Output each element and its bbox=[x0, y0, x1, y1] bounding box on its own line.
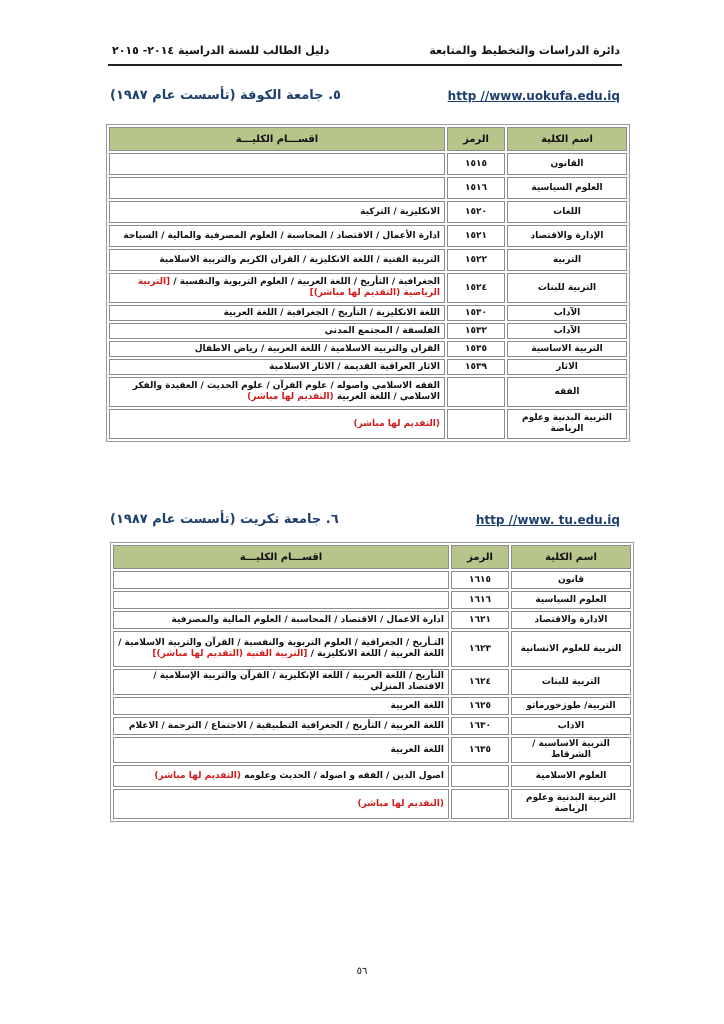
colleges-table-tikrit bbox=[110, 542, 634, 822]
table-row bbox=[109, 201, 627, 223]
table-row bbox=[109, 359, 627, 375]
college-departments: الجغرافية / التأريخ / اللغة العربية / العلوم التربوية والنفسية / [التربية الرياضية (التقديم لها مباشر)] bbox=[109, 273, 445, 303]
table-row bbox=[113, 789, 631, 819]
college-code bbox=[447, 377, 505, 407]
college-name: الآداب bbox=[507, 323, 627, 339]
college-name: التربية البدنية وعلوم الرياضة bbox=[511, 789, 631, 819]
college-departments: اللغة العربية bbox=[113, 697, 449, 715]
table-row bbox=[109, 177, 627, 199]
column-header-code: الرمز bbox=[451, 545, 509, 569]
college-code: ١٥٢١ bbox=[447, 225, 505, 247]
college-code: ١٥٣٩ bbox=[447, 359, 505, 375]
college-name: الفقه bbox=[507, 377, 627, 407]
page-header bbox=[112, 44, 620, 57]
table-header-row bbox=[113, 545, 631, 569]
college-code: ١٥٣٥ bbox=[447, 341, 505, 357]
college-name: العلوم السياسية bbox=[507, 177, 627, 199]
table-row bbox=[109, 323, 627, 339]
table-row bbox=[109, 377, 627, 407]
college-departments: الفقه الاسلامي واصوله / علوم القرآن / علوم الحديث / العقيدة والفكر الاسلامي / اللغة العربية (التقديم لها مباشر) bbox=[109, 377, 445, 407]
college-name: التربية للعلوم الانسانية bbox=[511, 631, 631, 667]
section-tikrit-heading bbox=[110, 512, 620, 527]
column-header-departments: اقســـام الكليـــة bbox=[109, 127, 445, 151]
table-row bbox=[113, 717, 631, 735]
table-row bbox=[109, 305, 627, 321]
column-header-college-name: اسم الكلية bbox=[511, 545, 631, 569]
college-name: القانون bbox=[507, 153, 627, 175]
college-name: اللغات bbox=[507, 201, 627, 223]
table-row bbox=[113, 669, 631, 695]
table-row bbox=[109, 409, 627, 439]
table-row bbox=[109, 153, 627, 175]
table-row bbox=[109, 341, 627, 357]
university-url[interactable]: http //www.uokufa.edu.iq bbox=[447, 88, 620, 103]
header-divider bbox=[108, 64, 622, 66]
table-row bbox=[113, 571, 631, 589]
college-name: التربية البدنية وعلوم الرياضة bbox=[507, 409, 627, 439]
college-code: ١٥٣٠ bbox=[447, 305, 505, 321]
header-department: دائرة الدراسات والتخطيط والمتابعة bbox=[429, 44, 620, 57]
college-name: العلوم السياسية bbox=[511, 591, 631, 609]
college-code: ١٥٣٢ bbox=[447, 323, 505, 339]
college-departments: القران والتربية الاسلامية / اللغة العربية / رياض الاطفال bbox=[109, 341, 445, 357]
column-header-code: الرمز bbox=[447, 127, 505, 151]
college-code: ١٦٣٠ bbox=[451, 717, 509, 735]
table-header-row bbox=[109, 127, 627, 151]
university-title: ٦. جامعة تكريت (تأسست عام ١٩٨٧) bbox=[110, 512, 339, 527]
college-departments: اصول الدين / الفقه و اصوله / الحديث وعلومه (التقديم لها مباشر) bbox=[113, 765, 449, 787]
college-code: ١٥١٦ bbox=[447, 177, 505, 199]
college-code: ١٦١٥ bbox=[451, 571, 509, 589]
table-row bbox=[113, 697, 631, 715]
college-code: ١٥٢٢ bbox=[447, 249, 505, 271]
college-departments bbox=[109, 153, 445, 175]
table-row bbox=[113, 765, 631, 787]
college-name: التربية للبنات bbox=[511, 669, 631, 695]
college-code: ١٦٢٤ bbox=[451, 669, 509, 695]
college-name: الاداب bbox=[511, 717, 631, 735]
table-row bbox=[109, 249, 627, 271]
column-header-college-name: اسم الكلية bbox=[507, 127, 627, 151]
college-departments: الانكليزية / التركية bbox=[109, 201, 445, 223]
header-guide-title: دليل الطالب للسنة الدراسية ٢٠١٤- ٢٠١٥ bbox=[112, 44, 330, 57]
college-departments: (التقديم لها مباشر) bbox=[113, 789, 449, 819]
college-departments bbox=[113, 571, 449, 589]
college-departments: اللغة الانكليزية / التأريخ / الجغرافية / اللغة العربية bbox=[109, 305, 445, 321]
college-departments: الاثار العراقية القديمة / الاثار الاسلامية bbox=[109, 359, 445, 375]
college-code bbox=[451, 789, 509, 819]
college-name: الاثار bbox=[507, 359, 627, 375]
college-code: ١٦٢٥ bbox=[451, 697, 509, 715]
college-code: ١٦٣٥ bbox=[451, 737, 509, 763]
college-departments bbox=[109, 177, 445, 199]
college-departments: اللغة العربية / التأريخ / الجغرافية التطبيقية / الاجتماع / الترجمة / الاعلام bbox=[113, 717, 449, 735]
college-code: ١٦٢١ bbox=[451, 611, 509, 629]
college-code: ١٥١٥ bbox=[447, 153, 505, 175]
college-name: التربية الاساسية bbox=[507, 341, 627, 357]
colleges-table-kufa bbox=[106, 124, 630, 442]
college-departments: ادارة الأعمال / الاقتصاد / المحاسبة / العلوم المصرفية والمالية / السياحة bbox=[109, 225, 445, 247]
college-departments: التأريخ / اللغة العربية / اللغة الإنكليزية / القرآن والتربية الإسلامية / الاقتصاد المنزلي bbox=[113, 669, 449, 695]
college-name: الإدارة والاقتصاد bbox=[507, 225, 627, 247]
college-departments: التربية الفنية / اللغة الانكليزية / القران الكريم والتربية الاسلامية bbox=[109, 249, 445, 271]
page-number: ٥٦ bbox=[356, 966, 368, 977]
college-code bbox=[447, 409, 505, 439]
university-url[interactable]: http //www. tu.edu.iq bbox=[475, 512, 620, 527]
college-departments: (التقديم لها مباشر) bbox=[109, 409, 445, 439]
college-name: قانون bbox=[511, 571, 631, 589]
college-code bbox=[451, 765, 509, 787]
college-code: ١٥٢٠ bbox=[447, 201, 505, 223]
table-row bbox=[113, 631, 631, 667]
table-row bbox=[113, 591, 631, 609]
college-departments: ادارة الاعمال / الاقتصاد / المحاسبة / العلوم المالية والمصرفية bbox=[113, 611, 449, 629]
college-name: التربية bbox=[507, 249, 627, 271]
university-title: ٥. جامعة الكوفة (تأسست عام ١٩٨٧) bbox=[110, 88, 341, 103]
college-name: الآداب bbox=[507, 305, 627, 321]
column-header-departments: اقســـام الكليـــة bbox=[113, 545, 449, 569]
college-name: الادارة والاقتصاد bbox=[511, 611, 631, 629]
college-departments bbox=[113, 591, 449, 609]
college-name: التربية للبنات bbox=[507, 273, 627, 303]
college-name: التربية الاساسية / الشرقاط bbox=[511, 737, 631, 763]
college-departments: اللغة العربية bbox=[113, 737, 449, 763]
table-row bbox=[113, 737, 631, 763]
college-name: التربية/ طوزخورماتو bbox=[511, 697, 631, 715]
college-code: ١٦٢٣ bbox=[451, 631, 509, 667]
college-code: ١٦١٦ bbox=[451, 591, 509, 609]
college-name: العلوم الاسلامية bbox=[511, 765, 631, 787]
table-row bbox=[113, 611, 631, 629]
table-row bbox=[109, 225, 627, 247]
college-code: ١٥٢٤ bbox=[447, 273, 505, 303]
table-row bbox=[109, 273, 627, 303]
college-departments: التـأريخ / الجغرافية / العلوم التربوية والنفسية / القرآن والتربية الاسلامية / اللغة العربية / اللغة الانكليزية / [التربية الفنية (التقديم لها مباشر)] bbox=[113, 631, 449, 667]
college-departments: الفلسفة / المجتمع المدني bbox=[109, 323, 445, 339]
section-kufa-heading bbox=[110, 88, 620, 103]
